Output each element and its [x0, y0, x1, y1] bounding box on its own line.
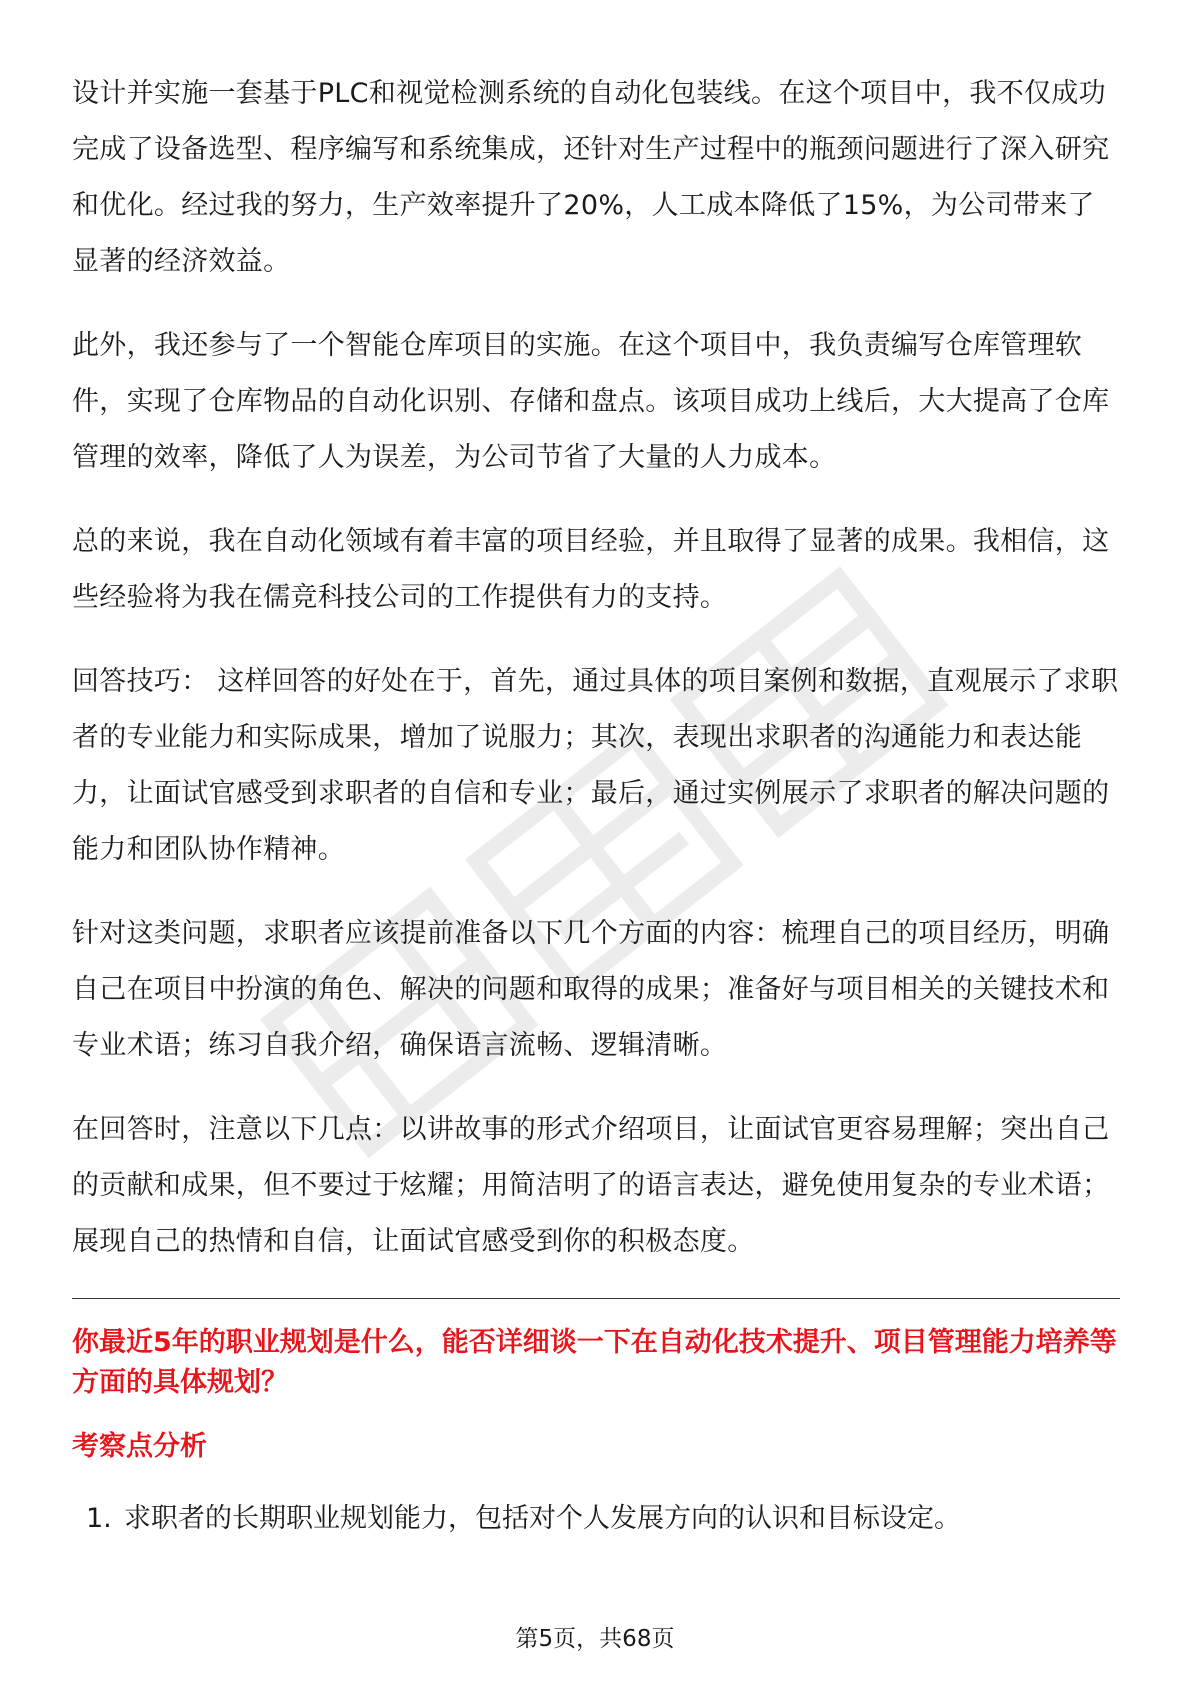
analysis-list [72, 1491, 1120, 1547]
paragraph-answer-tips: 回答技巧： 这样回答的好处在于，首先，通过具体的项目案例和数据，直观展示了求职者的专业能力和实际成果，增加了说服力；其次，表现出求职者的沟通能力和表达能力，让面试官感受到求职者的自信和专业；最后，通过实例展示了求职者的解决问题的能力和团队协作精神。 [72, 666, 1119, 865]
list-item-text: 求职者的长期职业规划能力，包括对个人发展方向的认识和目标设定。 [124, 1503, 961, 1534]
list-item-number: 1. [86, 1503, 112, 1534]
interview-question: 你最近5年的职业规划是什么，能否详细谈一下在自动化技术提升、项目管理能力培养等方面的具体规划？ [72, 1327, 1117, 1398]
paragraph-summary: 总的来说，我在自动化领域有着丰富的项目经验，并且取得了显著的成果。我相信，这些经验将为我在儒竞科技公司的工作提供有力的支持。 [72, 526, 1110, 613]
document-page [72, 66, 1120, 1547]
paragraph-smart-warehouse-project: 此外，我还参与了一个智能仓库项目的实施。在这个项目中，我负责编写仓库管理软件，实现了仓库物品的自动化识别、存储和盘点。该项目成功上线后，大大提高了仓库管理的效率，降低了人为误差，为公司节省了大量的人力成本。 [72, 330, 1110, 473]
analysis-heading: 考察点分析 [72, 1431, 207, 1462]
list-item [72, 1491, 1120, 1547]
paragraph-answer-notes: 在回答时，注意以下几点：以讲故事的形式介绍项目，让面试官更容易理解；突出自己的贡献和成果，但不要过于炫耀；用简洁明了的语言表达，避免使用复杂的专业术语；展现自己的热情和自信，让面试官感受到你的积极态度。 [72, 1114, 1110, 1257]
page-footer: 第5页，共68页 [515, 1626, 675, 1652]
paragraph-packaging-line-project: 设计并实施一套基于PLC和视觉检测系统的自动化包装线。在这个项目中，我不仅成功完成了设备选型、程序编写和系统集成，还针对生产过程中的瓶颈问题进行了深入研究和优化。经过我的努力，生产效率提升了20%，人工成本降低了15%，为公司带来了显著的经济效益。 [72, 78, 1110, 277]
section-divider [72, 1298, 1120, 1299]
paragraph-preparation-advice: 针对这类问题，求职者应该提前准备以下几个方面的内容：梳理自己的项目经历，明确自己在项目中扮演的角色、解决的问题和取得的成果；准备好与项目相关的关键技术和专业术语；练习自我介绍，确保语言流畅、逻辑清晰。 [72, 918, 1110, 1061]
